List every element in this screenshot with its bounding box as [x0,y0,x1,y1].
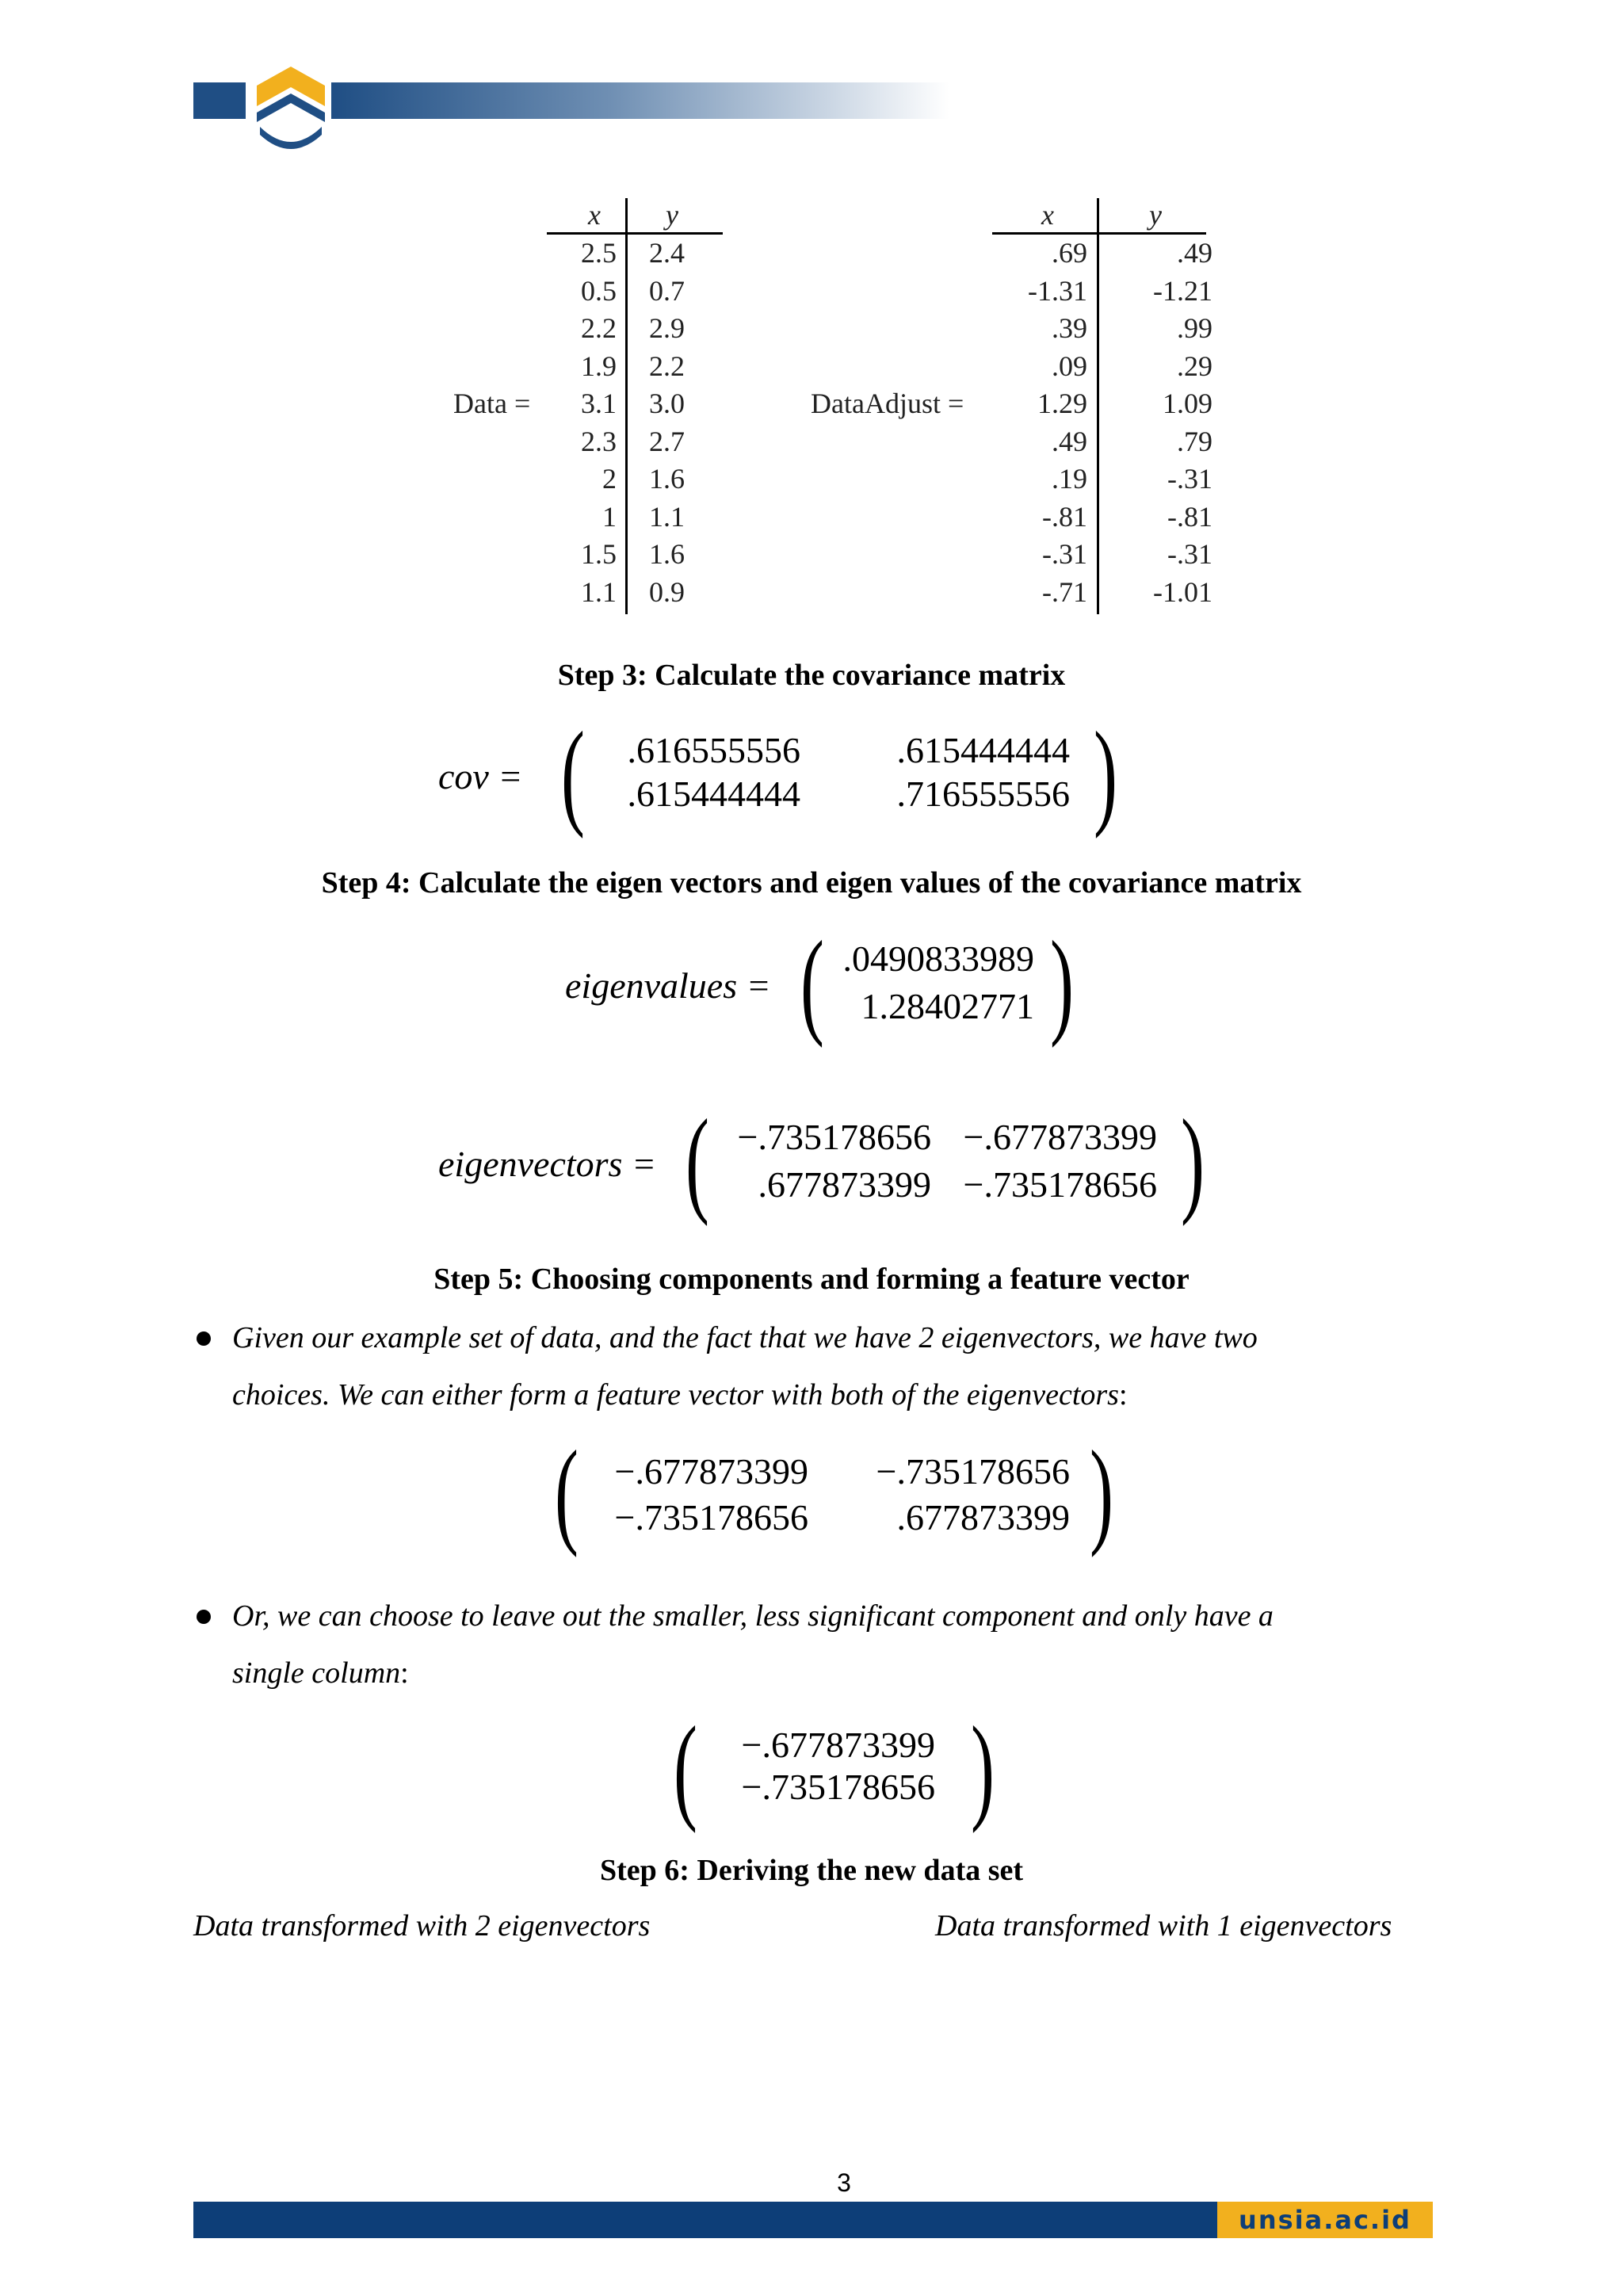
data-table-cell-x: 1.5 [581,538,617,570]
data-table-cell-y: 2.9 [649,312,685,344]
bullet-2-text: single column [232,1656,401,1690]
data-adjust-cell-x: .39 [1052,312,1087,344]
eigenvector-value: −.735178656 [737,1117,931,1157]
cov-value: .616555556 [627,730,800,770]
feature-value: −.735178656 [741,1767,935,1807]
right-paren: ) [1049,917,1074,1049]
header-gradient-bar [331,82,949,119]
eigenvector-value: .677873399 [758,1164,931,1205]
data-adjust-cell-y: .79 [1177,425,1212,457]
data-table-label: Data = [453,388,531,419]
data-table-cell-x: 0.5 [581,274,617,307]
data-adjust-cell-x: .69 [1052,237,1087,269]
bullet-1-text: choices. We can either form a feature vector with both of the eigenvectors [232,1378,1119,1412]
feature-value: −.735178656 [876,1451,1070,1492]
bullet-paragraph-1 [232,1309,1421,1423]
left-paren: ( [554,1427,579,1558]
bullet-2-line-2 [232,1645,1421,1702]
unsia-logo-icon [250,62,331,149]
data-adjust-cell-x: -.81 [1042,500,1087,533]
data-table-cell-y: 1.6 [649,538,685,570]
data-table-cell-y: 0.7 [649,274,685,307]
footer-site-badge: unsia.ac.id [1217,2202,1433,2238]
eigenvalues-vector [563,917,1086,1050]
eigenvalues-lhs: eigenvalues = [565,965,771,1006]
eigenvalue: .0490833989 [842,938,1034,979]
data-table-cell-x: 1.1 [581,575,617,608]
caption-right: Data transformed with 1 eigenvectors [935,1909,1392,1943]
feature-value: .677873399 [896,1497,1070,1538]
data-adjust-cell-y: 1.09 [1163,388,1212,419]
page-number: 3 [837,2168,851,2197]
data-table-cell-y: 1.1 [649,500,685,533]
data-adjust-cell-x: -.71 [1042,575,1087,608]
eigenvectors-lhs: eigenvectors = [438,1144,656,1184]
bullet-2-colon: : [400,1656,409,1690]
data-adjust-cell-y: -.81 [1167,500,1212,533]
data-adjust-cell-x: .49 [1052,425,1087,457]
eigenvector-value: −.677873399 [963,1117,1157,1157]
step-6-heading: Step 6: Deriving the new data set [599,1854,1024,1887]
left-paren: ( [673,1702,697,1834]
data-adjust-cell-y: .29 [1177,350,1212,382]
data-adjust-cell-x: .19 [1052,463,1087,495]
data-table-cell-x: 2.3 [581,425,617,457]
feature-vector-both [547,1427,1133,1561]
cov-value: .615444444 [896,730,1070,770]
feature-vector-single [666,1702,1014,1834]
bullet-1-colon: : [1118,1378,1128,1412]
step-5-heading: Step 5: Choosing components and forming a feature vector [433,1263,1190,1296]
data-table-cell-y: 0.9 [649,575,685,608]
bullet-point [197,1610,211,1624]
cov-value: .615444444 [627,774,800,814]
data-table-cell-y: 3.0 [649,388,685,419]
bullet-2-line-1: Or, we can choose to leave out the smaller, less significant component and only have a [232,1599,1274,1633]
data-adjust-table [808,198,1220,618]
bullet-1-line-2 [232,1366,1421,1423]
data-adjust-header-x: x [1041,199,1054,231]
data-adjust-cell-y: -.31 [1167,538,1212,570]
data-adjust-cell-x: .09 [1052,350,1087,382]
eigenvectors-matrix [436,1095,1228,1228]
footer-bar [193,2202,1217,2238]
right-paren: ) [1180,1095,1205,1227]
feature-value: −.735178656 [614,1497,808,1538]
data-table-cell-x: 2.2 [581,312,617,344]
data-table-cell-x: 1.9 [581,350,617,382]
data-adjust-cell-y: .49 [1177,237,1212,269]
right-paren: ) [1093,708,1117,839]
left-paren: ( [800,917,824,1049]
caption-left: Data transformed with 2 eigenvectors [193,1909,651,1943]
data-table-cell-x: 2.5 [581,237,617,269]
left-paren: ( [685,1095,709,1227]
data-adjust-cell-y: -1.21 [1153,274,1212,307]
left-paren: ( [560,708,585,839]
data-table-cell-x: 2 [602,463,617,495]
feature-value: −.677873399 [741,1725,935,1765]
data-table-cell-y: 1.6 [649,463,685,495]
data-table-cell-y: 2.2 [649,350,685,382]
data-adjust-cell-y: .99 [1177,312,1212,344]
data-adjust-table-label: DataAdjust = [811,388,964,419]
data-adjust-cell-y: -1.01 [1153,575,1212,608]
data-adjust-header-y: y [1149,199,1162,231]
step-3-heading: Step 3: Calculate the covariance matrix [557,659,1066,692]
data-table-header-x: x [588,199,601,231]
data-table-cell-y: 2.4 [649,237,685,269]
data-table-header-y: y [666,199,678,231]
data-adjust-cell-x: 1.29 [1037,388,1087,419]
cov-lhs: cov = [438,756,523,797]
step-4-heading: Step 4: Calculate the eigen vectors and eigen values of the covariance matrix [321,866,1302,900]
data-table [444,198,729,618]
feature-value: −.677873399 [614,1451,808,1492]
right-paren: ) [970,1702,995,1834]
eigenvector-value: −.735178656 [963,1164,1157,1205]
data-table-cell-x: 3.1 [581,388,617,419]
header-block [193,82,246,119]
bullet-paragraph-2 [232,1587,1421,1702]
data-table-cell-x: 1 [602,500,617,533]
bullet-1-line-1: Given our example set of data, and the fact that we have 2 eigenvectors, we have two [232,1321,1258,1354]
data-adjust-cell-y: -.31 [1167,463,1212,495]
data-adjust-cell-x: -1.31 [1028,274,1087,307]
covariance-matrix [436,708,1212,839]
right-paren: ) [1089,1427,1113,1558]
data-adjust-cell-x: -.31 [1042,538,1087,570]
data-table-cell-y: 2.7 [649,425,685,457]
eigenvalue: 1.28402771 [861,986,1034,1026]
cov-value: .716555556 [896,774,1070,814]
bullet-point [197,1331,211,1346]
